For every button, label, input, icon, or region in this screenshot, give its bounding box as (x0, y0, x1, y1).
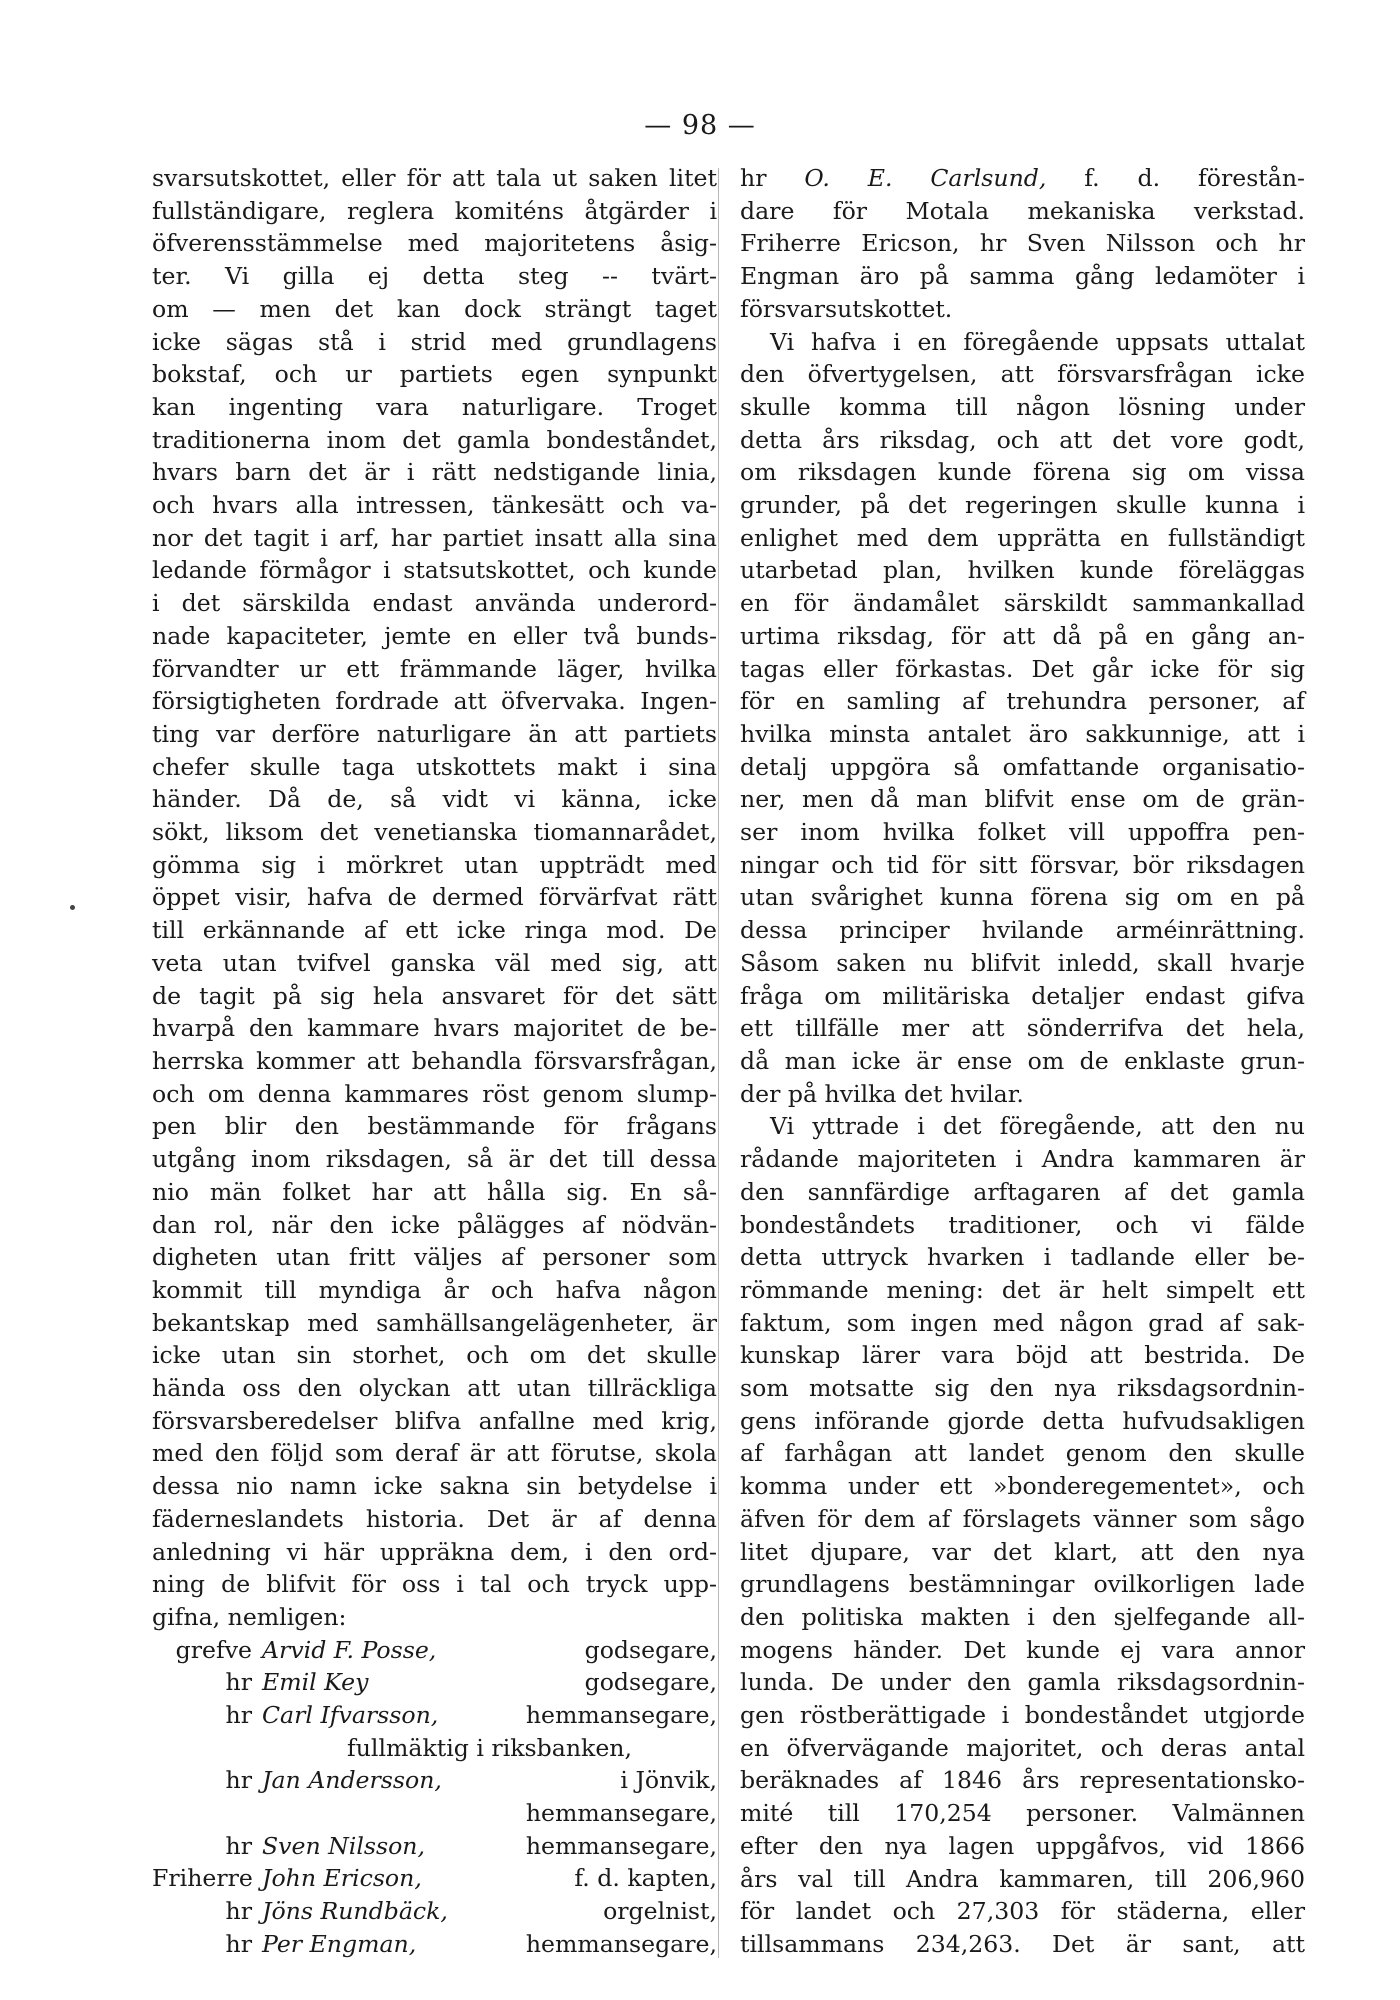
text-line: herrska kommer att behandla försvarsfrågan, (152, 1046, 717, 1075)
text-line: dessa nio namn icke sakna sin betydelse i (152, 1472, 717, 1501)
text-line: hvarpå den kammare hvars majoritet de be- (152, 1014, 717, 1043)
text-line: enlighet med dem upprätta en fullständigt (740, 523, 1305, 552)
text-line: faktum, som ingen med någon grad af sak- (740, 1308, 1305, 1337)
left-column (152, 162, 717, 1961)
member-title (152, 1732, 262, 1765)
member-row (152, 1895, 717, 1928)
text-line: litet djupare, var det klart, att den nya (740, 1537, 1305, 1566)
page-number: — 98 — (644, 110, 756, 141)
text-line: lunda. De under den gamla riksdagsordnin- (740, 1668, 1305, 1697)
member-row (152, 1699, 717, 1732)
text-line: komma under ett »bonderegementet», och (740, 1472, 1305, 1501)
text-line: icke utan sin storhet, och om det skulle (152, 1341, 717, 1370)
text-line: nio män folket har att hålla sig. En så- (152, 1177, 717, 1206)
member-name: Per Engman, (262, 1929, 417, 1958)
text-line: kommit till myndiga år och hafva någon (152, 1275, 717, 1304)
text-line: gen röstberättigade i bondeståndet utgjorde (740, 1701, 1305, 1730)
text-line: urtima riksdag, för att då på en gång an- (740, 621, 1305, 650)
intro-suffix: f. d. förestån- (1084, 164, 1306, 192)
text-line: den öfvertygelsen, att försvarsfrågan icke (740, 360, 1305, 389)
text-line: hvars barn det är i rätt nedstigande linia, (152, 458, 717, 487)
member-occupation: hemmansegare, (525, 1831, 717, 1860)
text-line: tillsammans 234,263. Det är sant, att (740, 1929, 1305, 1958)
text-line: af farhågan att landet genom den skulle (740, 1439, 1305, 1468)
ink-speck (70, 905, 75, 910)
text-line: i det särskilda endast använda underord- (152, 589, 717, 618)
member-title: hr (225, 1831, 252, 1860)
text-line: veta utan tvifvel ganska väl med sig, att (152, 948, 717, 977)
text-line: Vi hafva i en föregående uppsats uttalat (770, 327, 1305, 356)
text-line: ningar och tid för sitt försvar, bör riksdagen (740, 850, 1305, 879)
text-line: ett tillfälle mer att sönderrifva det hela, (740, 1014, 1305, 1043)
text-line: anledning vi här uppräkna dem, i den ord- (152, 1537, 717, 1566)
text-line: bekantskap med samhällsangelägenheter, är (152, 1308, 717, 1337)
committee-member-list (152, 1634, 717, 1961)
right-column (740, 162, 1305, 1961)
text-line: försvarsutskottet. (740, 294, 953, 323)
member-occupation: hemmansegare, (525, 1799, 717, 1828)
text-line: ser inom hvilka folket vill uppoffra pen- (740, 818, 1305, 847)
text-line: Såsom saken nu blifvit inledd, skall hvarje (740, 948, 1305, 977)
text-line: efter den nya lagen uppgåfvos, vid 1866 (740, 1831, 1305, 1860)
text-line: ting var derföre naturligare än att partiets (152, 719, 717, 748)
text-line: detta uttryck hvarken i tadlande eller be- (740, 1243, 1305, 1272)
text-line: fäderneslandets historia. Det är af denna (152, 1504, 717, 1533)
text-line: och hvars alla intressen, tänkesätt och va- (152, 491, 717, 520)
text-line: som motsatte sig den nya riksdagsordnin- (740, 1374, 1305, 1403)
text-line: om riksdagen kunde förena sig om vissa (740, 458, 1305, 487)
member-title: hr (225, 1668, 252, 1697)
text-line: gifna, nemligen: (152, 1602, 347, 1631)
text-line: äfven för dem af förslagets vänner som sågo (740, 1504, 1305, 1533)
text-line: bondeståndets traditioner, och vi fälde (740, 1210, 1305, 1239)
text-line: kunskap lärer vara böjd att bestrida. De (740, 1341, 1305, 1370)
right-column-intro-line (740, 162, 1305, 195)
text-line: ledande förmågor i statsutskottet, och kunde (152, 556, 717, 585)
member-name: Jöns Rundbäck, (262, 1897, 448, 1926)
member-name: John Ericson, (262, 1864, 422, 1893)
member-occupation: i Jönvik, (620, 1766, 717, 1795)
text-line: utarbetad plan, hvilken kunde föreläggas (740, 556, 1305, 585)
member-row (152, 1732, 717, 1765)
text-line: Engman äro på samma gång ledamöter i (740, 262, 1305, 291)
text-line: digheten utan fritt väljes af personer som (152, 1243, 717, 1272)
intro-prefix: hr (740, 164, 767, 192)
text-line: utgång inom riksdagen, så är det till dessa (152, 1145, 717, 1174)
text-line: mité till 170,254 personer. Valmännen (740, 1799, 1305, 1828)
text-line: till erkännande af ett icke ringa mod. De (152, 916, 717, 945)
member-name (232, 1797, 400, 1830)
member-row (152, 1862, 717, 1895)
text-line: hända oss den olyckan att utan tillräckliga (152, 1374, 717, 1403)
text-line: tagas eller förkastas. Det går icke för sig (740, 654, 1305, 683)
text-line: en för ändamålet särskildt sammankallad (740, 589, 1305, 618)
text-line: dessa principer hvilande arméinrättning. (740, 916, 1305, 945)
text-line: en öfvervägande majoritet, och deras antal (740, 1733, 1305, 1762)
member-row (152, 1830, 717, 1863)
right-column-text (740, 195, 1305, 1961)
text-line: fullständigare, reglera komiténs åtgärder i (152, 196, 717, 225)
text-line: nade kapaciteter, jemte en eller två bunds- (152, 621, 717, 650)
member-title: hr (225, 1929, 252, 1958)
text-line: händer. Då de, så vidt vi känna, icke (152, 785, 717, 814)
text-line: dare för Motala mekaniska verkstad. (740, 196, 1305, 225)
member-name: Carl Ifvarsson, (262, 1701, 439, 1730)
member-occupation: fullmäktig i riksbanken, (347, 1733, 632, 1762)
text-line: ner, men då man blifvit ense om de grän- (740, 785, 1305, 814)
intro-name: O. E. Carlsund, (804, 164, 1047, 192)
text-line: den sannfärdige arftagaren af det gamla (740, 1177, 1305, 1206)
text-line: sökt, liksom det venetianska tiomannarådet, (152, 818, 717, 847)
text-line: hvilka minsta antalet äro sakkunnige, att i (740, 719, 1305, 748)
text-line: grundlagens bestämningar ovilkorligen lade (740, 1570, 1305, 1599)
text-line: års val till Andra kammaren, till 206,960 (740, 1864, 1305, 1893)
text-line: och om denna kammares röst genom slump- (152, 1079, 717, 1108)
text-line: skulle komma till någon lösning under (740, 392, 1305, 421)
member-title: hr (225, 1766, 252, 1795)
text-line: för landet och 27,303 för städerna, eller (740, 1897, 1305, 1926)
text-line: detta års riksdag, och att det vore godt, (740, 425, 1305, 454)
member-name: Sven Nilsson, (262, 1831, 426, 1860)
text-line: då man icke är ense om de enklaste grun- (740, 1046, 1305, 1075)
text-line: traditionerna inom det gamla bondeståndet, (152, 425, 717, 454)
member-occupation: hemmansegare, (525, 1929, 717, 1958)
text-line: utan svårighet kunna förena sig om en på (740, 883, 1305, 912)
member-occupation: f. d. kapten, (574, 1864, 717, 1893)
text-line: dan rol, när den icke pålägges af nödvän- (152, 1210, 717, 1239)
text-line: rådande majoriteten i Andra kammaren är (740, 1145, 1305, 1174)
member-name: Arvid F. Posse, (262, 1635, 437, 1664)
text-line: der på hvilka det hvilar. (740, 1079, 1024, 1108)
text-line: kan ingenting vara naturligare. Troget (152, 392, 717, 421)
text-line: fråga om militäriska detaljer endast gifva (740, 981, 1305, 1010)
text-line: försvarsberedelser blifva anfallne med krig, (152, 1406, 717, 1435)
member-title: Friherre (152, 1864, 253, 1893)
member-name: Jan Andersson, (262, 1766, 442, 1795)
column-divider (718, 168, 719, 1958)
text-line: grunder, på det regeringen skulle kunna i (740, 491, 1305, 520)
text-line: mogens händer. Det kunde ej vara annor (740, 1635, 1305, 1664)
text-line: beräknades af 1846 års representationsko- (740, 1766, 1305, 1795)
member-name: Emil Key (262, 1668, 369, 1697)
member-title (152, 1797, 232, 1830)
text-line: om — men det kan dock strängt taget (152, 294, 717, 323)
text-line: chefer skulle taga utskottets makt i sina (152, 752, 717, 781)
member-title: grefve (175, 1635, 252, 1664)
text-line: öfverensstämmelse med majoritetens åsig- (152, 229, 717, 258)
member-title: hr (225, 1897, 252, 1926)
text-line: Vi yttrade i det föregående, att den nu (770, 1112, 1305, 1141)
member-title: hr (225, 1701, 252, 1730)
text-line: de tagit på sig hela ansvaret för det sätt (152, 981, 717, 1010)
text-line: för en samling af trehundra personer, af (740, 687, 1305, 716)
member-row (152, 1928, 717, 1961)
member-occupation: godsegare, (584, 1635, 717, 1664)
member-occupation: orgelnist, (603, 1897, 717, 1926)
text-line: ter. Vi gilla ej detta steg -- tvärt- (152, 262, 717, 291)
member-occupation: godsegare, (584, 1668, 717, 1697)
member-row (152, 1764, 717, 1797)
text-line: icke sägas stå i strid med grundlagens (152, 327, 717, 356)
member-row (152, 1634, 717, 1667)
text-line: pen blir den bestämmande för frågans (152, 1112, 717, 1141)
text-line: detalj uppgöra så omfattande organisatio- (740, 752, 1305, 781)
text-line: gömma sig i mörkret utan uppträdt med (152, 850, 717, 879)
text-line: nor det tagit i arf, har partiet insatt alla sina (152, 523, 717, 552)
left-column-text (152, 162, 717, 1634)
member-row (152, 1797, 717, 1830)
text-line: öppet visir, hafva de dermed förvärfvat rätt (152, 883, 717, 912)
text-line: svarsutskottet, eller för att tala ut saken litet (152, 164, 717, 192)
text-line: bokstaf, och ur partiets egen synpunkt (152, 360, 717, 389)
text-line: med den följd som deraf är att förutse, skola (152, 1439, 717, 1468)
text-line: ning de blifvit för oss i tal och tryck upp- (152, 1570, 717, 1599)
text-line: förvandter ur ett främmande läger, hvilka (152, 654, 717, 683)
member-row (152, 1666, 717, 1699)
text-line: Friherre Ericson, hr Sven Nilsson och hr (740, 229, 1305, 258)
text-line: den politiska makten i den sjelfegande all- (740, 1602, 1305, 1631)
text-line: römmande mening: det är helt simpelt ett (740, 1275, 1305, 1304)
member-occupation: hemmansegare, (525, 1701, 717, 1730)
text-line: gens införande gjorde detta hufvudsakligen (740, 1406, 1305, 1435)
text-line: försigtigheten fordrade att öfvervaka. Ingen- (152, 687, 717, 716)
